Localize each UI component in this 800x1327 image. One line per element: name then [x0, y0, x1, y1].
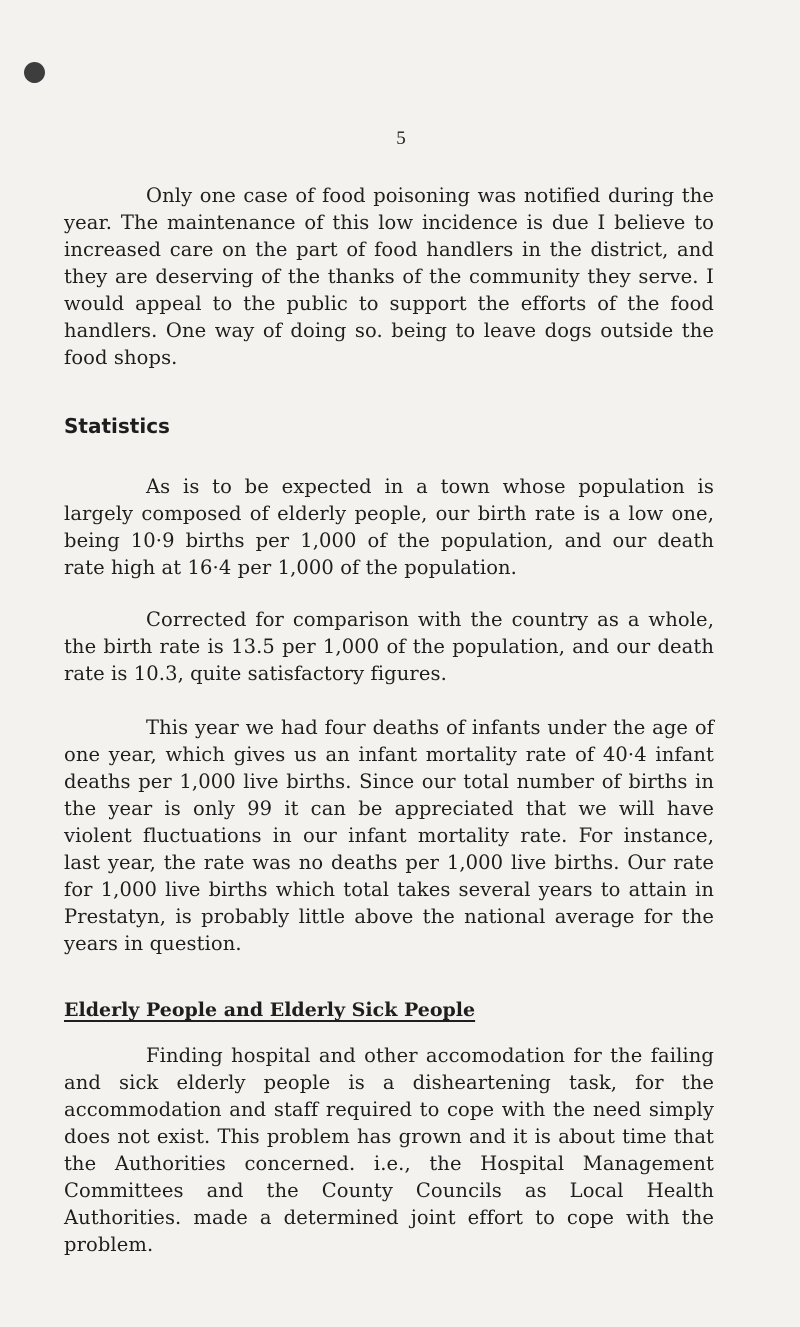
page-number: 5 [396, 128, 406, 149]
statistics-paragraph-3: This year we had four deaths of infants under the age of one year, which gives us an infant mortality rate of 40·4 infant deaths per 1,000 live births. Since our total number of births in the year is only 99 it can be appreciated that we will have violent fluctuations in our infant mortality rate. For instance, last year, the rate was no deaths per 1,000 live births. Our rate for 1,000 live births which total takes several years to attain in Prestatyn, is probably little above the national average for the years in question. [64, 716, 714, 955]
statistics-paragraph-1: As is to be expected in a town whose population is largely composed of elderly people, our birth rate is a low one, being 10·9 births per 1,000 of the population, and our death rate high at 16·4 per 1,000 of the population. [64, 475, 714, 579]
elderly-paragraph: Finding hospital and other accomodation for the failing and sick elderly people is a disheartening task, for the accommodation and staff required to cope with the need simply does not exist. This problem has grown and it is about time that the Authorities concerned. i.e., the Hospital Management Committees and the County Councils as Local Health Authorities. made a determined joint effort to cope with the problem. [64, 1044, 714, 1256]
binder-hole [24, 62, 45, 83]
statistics-paragraph-2: Corrected for comparison with the country as a whole, the birth rate is 13.5 per 1,000 of the population, and our death rate is 10.3, quite satisfactory figures. [64, 608, 714, 685]
elderly-heading: Elderly People and Elderly Sick People [64, 999, 476, 1021]
page-content [64, 182, 714, 1258]
food-poisoning-paragraph: Only one case of food poisoning was notified during the year. The maintenance of this low incidence is due I believe to increased care on the part of food handlers in the district, and they are deserving of the thanks of the community they serve. I would appeal to the public to support the efforts of the food handlers. One way of doing so. being to leave dogs outside the food shops. [64, 184, 714, 369]
statistics-heading: Statistics [64, 414, 170, 438]
